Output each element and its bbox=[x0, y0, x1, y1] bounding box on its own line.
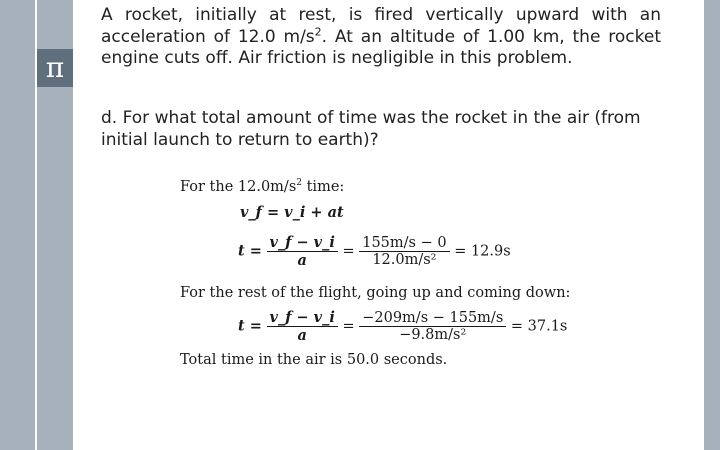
problem-line1: A rocket, initially at rest, is fired vertically upward with an acceleration of 12.0 m/s bbox=[101, 5, 661, 47]
eq2-den: a bbox=[297, 252, 307, 269]
eq3-mid-frac bbox=[359, 310, 506, 343]
solution-heading-2: For the rest of the flight, going up and coming down: bbox=[180, 285, 571, 301]
eq2-mid-frac bbox=[359, 235, 449, 268]
eq2-frac bbox=[267, 234, 338, 269]
eq2-mid-den: 12.0m/s² bbox=[372, 252, 437, 268]
left-sidebar-stripe bbox=[0, 0, 35, 450]
equation-2: t = $\frac{v\_f - v\_i}{a}$ = $\frac{155m/s - 0}{\text{12.0m/s²}}$ = 12.9s bbox=[238, 234, 511, 269]
solution-heading-1 bbox=[180, 178, 344, 195]
eq3-result: = 37.1s bbox=[510, 318, 568, 335]
problem-line2: . At an altitude of 1.00 km, the rocket engine cuts off. Air friction is negligible in this problem. bbox=[101, 26, 661, 68]
problem-statement bbox=[101, 5, 661, 70]
eq2-lhs: t = bbox=[238, 242, 262, 260]
solution-conclusion: Total time in the air is 50.0 seconds. bbox=[180, 352, 448, 368]
heading1-end: time: bbox=[302, 178, 345, 195]
eq3-frac bbox=[267, 309, 338, 344]
pi-icon: π bbox=[37, 49, 73, 87]
eq3-lhs: t = bbox=[238, 317, 262, 335]
solution-image bbox=[180, 178, 600, 378]
eq3-mid-num: −209m/s − 155m/s bbox=[359, 310, 506, 327]
eq2-num: v_f − v_i bbox=[267, 234, 338, 252]
equation-1: v_f = v_i + at bbox=[240, 204, 344, 221]
eq3-den: a bbox=[297, 327, 307, 344]
heading1-exp: 2 bbox=[296, 178, 302, 188]
question-d: d. For what total amount of time was the rocket in the air (from initial launch to return to earth)? bbox=[101, 108, 641, 150]
equation-3: t = $\frac{v\_f - v\_i}{a}$ = $\frac{-209m/s - 155m/s}{\text{−9.8m/s²}}$ = 37.1s bbox=[238, 309, 568, 344]
eq3-mid-den: −9.8m/s² bbox=[399, 327, 467, 343]
eq3-num: v_f − v_i bbox=[267, 309, 338, 327]
eq2-mid-num: 155m/s − 0 bbox=[359, 235, 449, 252]
right-sidebar-band bbox=[704, 0, 720, 450]
problem-exponent: 2 bbox=[314, 24, 322, 38]
eq2-result: = 12.9s bbox=[454, 243, 511, 260]
heading1-text: For the 12.0m/s bbox=[180, 178, 297, 195]
